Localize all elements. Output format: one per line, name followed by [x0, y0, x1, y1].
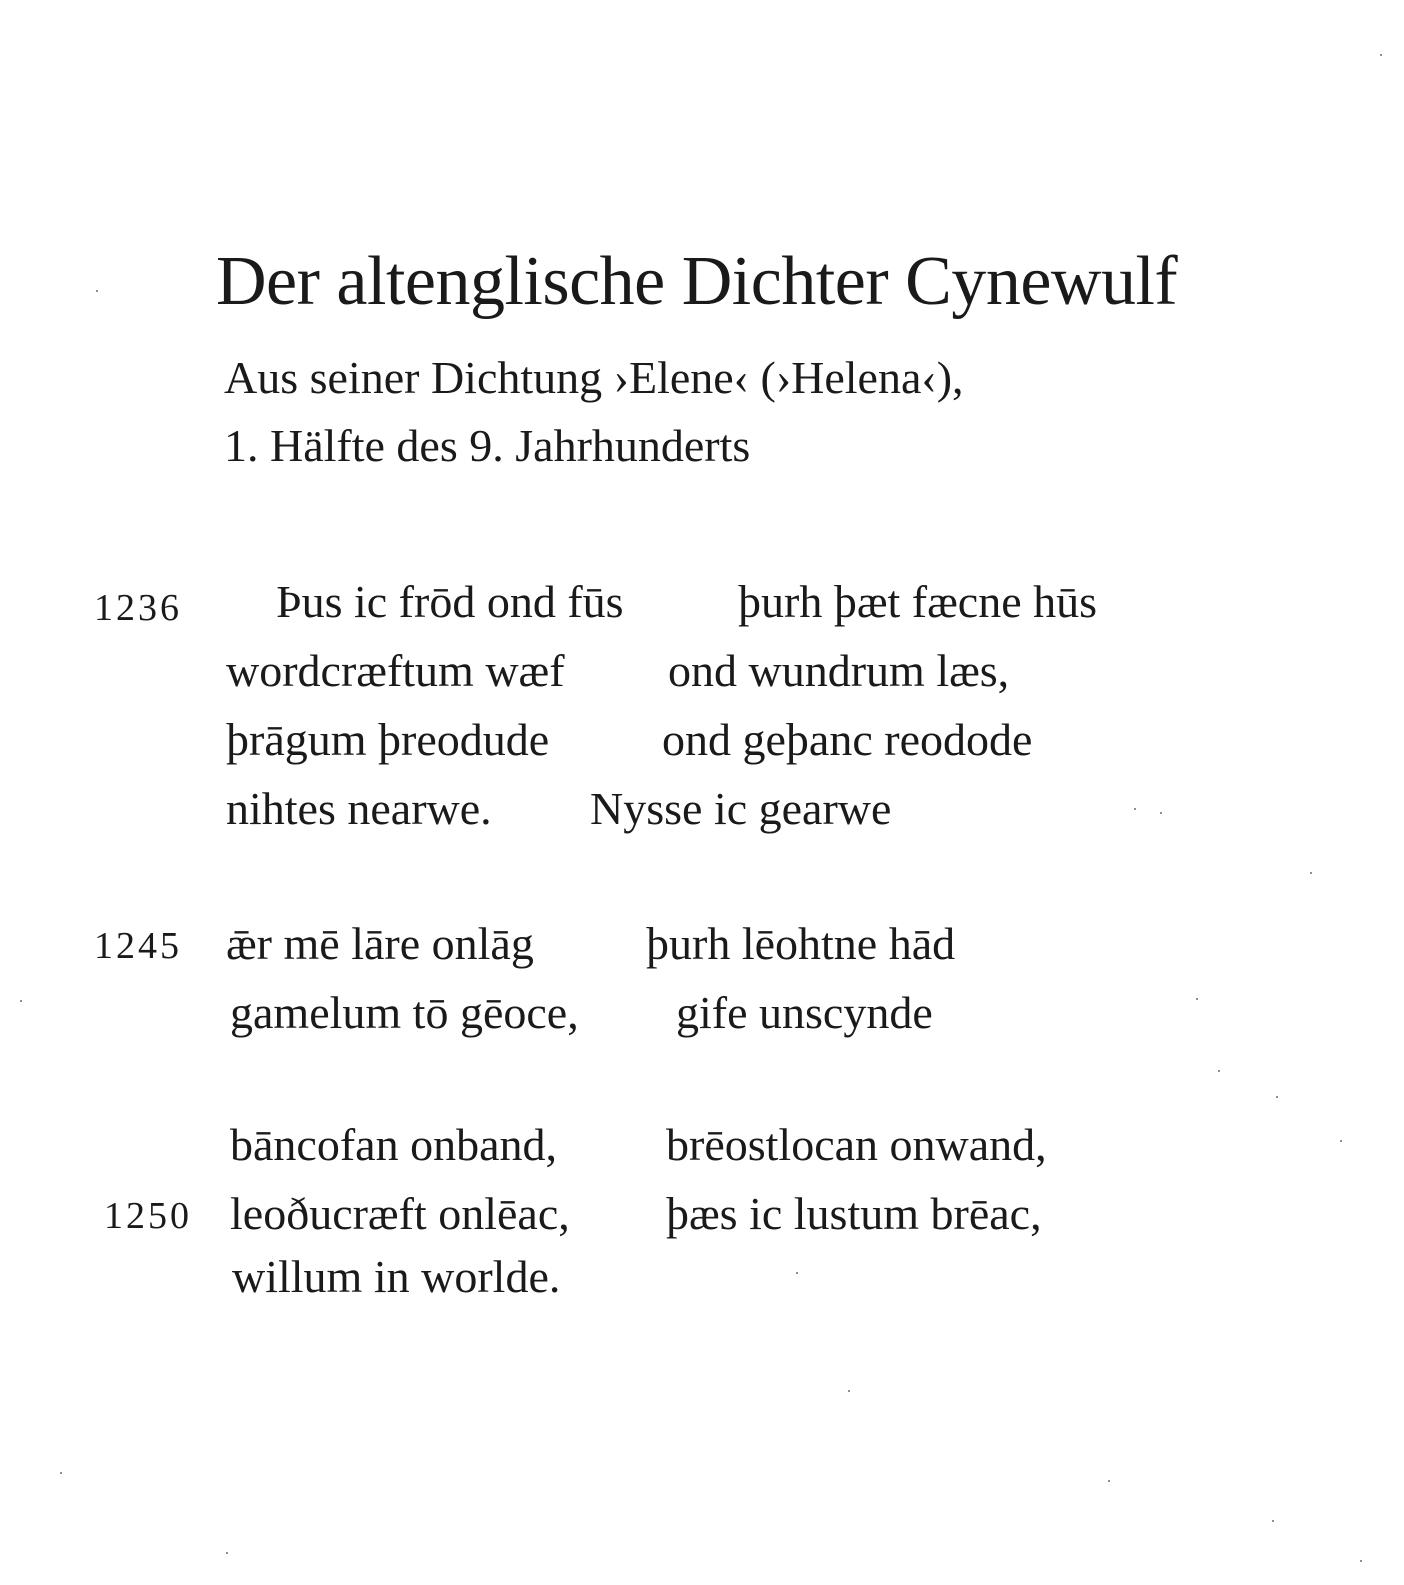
line-number: 1245 [94, 925, 182, 967]
verse-half-b: gife unscynde [676, 987, 933, 1038]
scan-speck [1108, 1480, 1110, 1482]
verse-half-b: þurh lēohtne hād [646, 918, 956, 969]
scan-speck [60, 1472, 62, 1474]
verse-line [0, 1184, 1404, 1244]
verse-half-a: Þus ic frōd ond fūs [276, 576, 624, 627]
verse-half-a: bāncofan onband, [230, 1119, 557, 1170]
verse-half-b: ond geþanc reodode [662, 714, 1033, 765]
verse-line [0, 983, 1404, 1043]
verse-half-a: ǣr mē lāre onlāg [226, 918, 534, 969]
verse-line [0, 914, 1404, 974]
scan-speck [1160, 812, 1162, 814]
verse-half-a: nihtes nearwe. [226, 783, 492, 834]
scan-speck [1340, 1140, 1342, 1142]
verse-half-a: wordcræftum wæf [226, 645, 565, 696]
scan-speck [1218, 1070, 1220, 1072]
line-number: 1236 [94, 587, 182, 629]
verse-half-b: Nysse ic gearwe [590, 783, 892, 834]
subtitle-line-2: 1. Hälfte des 9. Jahrhunderts [224, 420, 751, 471]
verse-line [0, 1247, 1404, 1307]
scan-speck [1134, 808, 1136, 810]
verse-line [0, 1115, 1404, 1175]
verse-half-b: þurh þæt fæcne hūs [738, 576, 1098, 627]
scan-speck [848, 1390, 850, 1392]
scan-speck [1196, 998, 1198, 1000]
scan-speck [1272, 1520, 1274, 1522]
verse-line [0, 641, 1404, 701]
scan-speck [1380, 54, 1382, 56]
scan-speck [1276, 1096, 1278, 1098]
page-title: Der altenglische Dichter Cynewulf [216, 243, 1178, 320]
verse-line [0, 572, 1404, 632]
verse-half-b: þæs ic lustum brēac, [666, 1188, 1042, 1239]
scan-speck [226, 1552, 228, 1554]
scan-speck [1310, 872, 1312, 874]
verse-half-a: þrāgum þreodude [226, 714, 550, 765]
verse-line [0, 710, 1404, 770]
scan-speck [96, 290, 98, 292]
subtitle-line-1: Aus seiner Dichtung ›Elene‹ (›Helena‹), [224, 352, 964, 403]
verse-half-a: willum in worlde. [232, 1251, 561, 1302]
scan-speck [20, 1000, 22, 1002]
verse-half-a: leoðucræft onlēac, [230, 1188, 570, 1239]
scan-speck [1360, 1560, 1362, 1562]
scan-speck [796, 1272, 798, 1274]
line-number: 1250 [104, 1195, 192, 1237]
verse-half-a: gamelum tō gēoce, [230, 987, 579, 1038]
verse-half-b: brēostlocan onwand, [666, 1119, 1047, 1170]
verse-half-b: ond wundrum læs, [668, 645, 1010, 696]
verse-line [0, 779, 1404, 839]
